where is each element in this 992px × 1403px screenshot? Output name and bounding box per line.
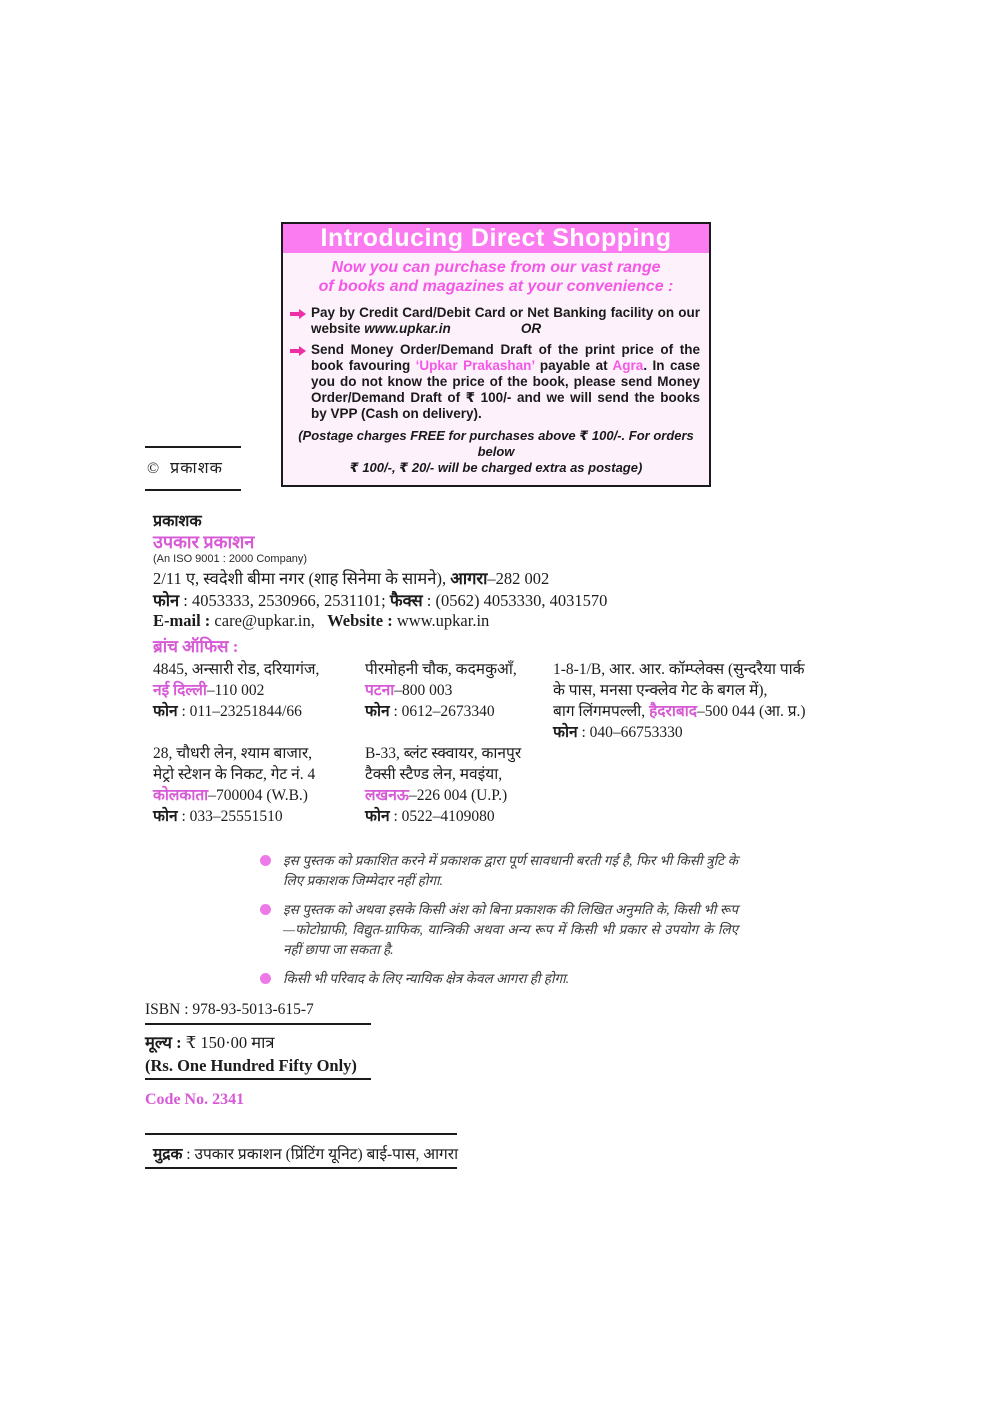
branch-address-line: 4845, अन्सारी रोड, दरियागंज, — [153, 661, 320, 678]
copyright-line — [147, 456, 223, 478]
disclaimer-item — [260, 851, 738, 891]
branch-address-line: बाग लिंगमपल्ली, — [553, 703, 650, 720]
branch-pin: –700004 (W.B.) — [208, 787, 308, 804]
branch-address-line: 1-8-1/B, आर. आर. कॉम्प्लेक्स (सुन्दरैया पार्क — [553, 661, 805, 678]
email-label: E-mail : — [153, 611, 211, 630]
price-value: ₹ 150·00 मात्र — [185, 1033, 275, 1052]
printer-line — [153, 1142, 458, 1164]
branch-pin: –226 004 (U.P.) — [408, 787, 508, 804]
fax-numbers: : (0562) 4053330, 4031570 — [422, 591, 608, 610]
copyright-holder: प्रकाशक — [170, 460, 223, 477]
divider — [145, 1167, 457, 1169]
branch-city: नई दिल्ली — [153, 682, 207, 699]
bullet1-website: www.upkar.in — [364, 321, 451, 336]
branch-patna — [365, 659, 550, 722]
branch-address-line: के पास, मनसा एन्क्लेव गेट के बगल में), — [553, 682, 768, 699]
bullet2-upkar-prakashan: ‘Upkar Prakashan’ — [415, 358, 535, 373]
branch-lucknow — [365, 743, 555, 827]
promo-bullet-2 — [290, 342, 700, 422]
promo-title: Introducing Direct Shopping — [283, 224, 709, 253]
bullet1-pre: Pay by Credit Card/Debit Card or Net Banking facility on our website — [311, 305, 700, 336]
branch-phone: : 011–23251844/66 — [177, 703, 302, 720]
website-label: Website : — [327, 611, 393, 630]
branch-address-line: 28, चौधरी लेन, श्याम बाजार, — [153, 745, 313, 762]
bullet1-or: OR — [520, 321, 542, 336]
divider — [145, 1078, 371, 1080]
postage-note-line2: ₹ 100/-, ₹ 20/- will be charged extra as postage) — [349, 460, 643, 475]
copyright-symbol: © — [147, 460, 161, 477]
promo-bullet-2-text — [311, 342, 700, 422]
branch-address-line: टैक्सी स्टैण्ड लेन, मवइंया, — [365, 766, 503, 783]
branch-phone: : 033–25551510 — [177, 808, 283, 825]
isbn: ISBN : 978-93-5013-615-7 — [145, 1001, 314, 1018]
publisher-address-text: 2/11 ए, स्वदेशी बीमा नगर (शाह सिनेमा के सामने), — [153, 569, 451, 588]
publisher-iso: (An ISO 9001 : 2000 Company) — [153, 553, 308, 565]
disclaimer-item — [260, 969, 738, 989]
promo-tagline-line2: of books and magazines at your convenience : — [318, 278, 674, 295]
branch-new-delhi — [153, 659, 361, 722]
phone-label: फोन — [553, 724, 578, 741]
website-value: www.upkar.in — [392, 611, 490, 630]
divider — [145, 489, 241, 491]
publisher-address-city: आगरा — [450, 569, 488, 588]
branch-kolkata — [153, 743, 361, 827]
publisher-address — [153, 568, 549, 589]
bullet-dot-icon — [260, 855, 271, 866]
branch-offices-heading: ब्रांच ऑफिस : — [153, 637, 239, 656]
bullet2-agra: Agra — [612, 358, 644, 373]
branch-pin: –110 002 — [206, 682, 265, 699]
branch-hyderabad — [553, 659, 848, 743]
branch-city: हैदराबाद — [649, 703, 697, 720]
phone-label: फोन — [153, 808, 178, 825]
phone-label: फोन — [153, 703, 178, 720]
promo-tagline — [283, 258, 709, 296]
printer-label: मुद्रक — [153, 1146, 183, 1163]
branch-pin: –500 044 (आ. प्र.) — [696, 703, 806, 720]
code-number: Code No. 2341 — [145, 1091, 245, 1108]
bullet2-mid: payable at — [534, 358, 613, 373]
price-label: मूल्य : — [145, 1033, 186, 1052]
promo-bullet-1 — [290, 305, 700, 337]
disclaimer-text: इस पुस्तक को प्रकाशित करने में प्रकाशक द्वारा पूर्ण सावधानी बरती गई है, फिर भी किसी त्रुटि के लिए प्रकाशक जिम्मेदार नहीं होगा. — [283, 853, 738, 888]
publisher-heading: प्रकाशक — [153, 513, 202, 530]
price-in-words: (Rs. One Hundred Fifty Only) — [145, 1056, 357, 1075]
phone-label: फोन — [153, 591, 180, 610]
publisher-address-pin: –282 002 — [487, 569, 550, 588]
branch-city: पटना — [365, 682, 395, 699]
fax-label: फैक्स — [389, 591, 423, 610]
right-arrow-icon — [290, 309, 306, 319]
phone-numbers: : 4053333, 2530966, 2531101; — [179, 591, 390, 610]
branch-phone: : 0612–2673340 — [389, 703, 495, 720]
disclaimer-text: इस पुस्तक को अथवा इसके किसी अंश को बिना प्रकाशक की लिखित अनुमति के, किसी भी रूप—फोटोग्राफी, विद्युत-ग्राफिक, यान्त्रिकी अथवा अन्य रूप में किसी भी प्रकार से उपयोग के लिए नहीं छापा जा सकता है. — [283, 902, 738, 957]
direct-shopping-box — [281, 222, 711, 487]
branch-city: कोलकाता — [153, 787, 209, 804]
branch-city: लखनऊ — [365, 787, 409, 804]
divider — [145, 1133, 457, 1135]
price-block — [145, 1031, 357, 1077]
bullet2-pre: Send Money Order/Demand Draft of the print price of the book favouring — [311, 342, 700, 373]
branch-phone: : 040–66753330 — [577, 724, 683, 741]
branch-address-line: मेट्रो स्टेशन के निकट, गेट नं. 4 — [153, 766, 316, 783]
branch-phone: : 0522–4109080 — [389, 808, 495, 825]
right-arrow-icon — [290, 346, 306, 356]
email-value: care@upkar.in, — [210, 611, 315, 630]
promo-tagline-line1: Now you can purchase from our vast range — [331, 259, 661, 276]
promo-bullet-list — [283, 296, 709, 422]
branch-pin: –800 003 — [394, 682, 453, 699]
divider — [145, 446, 241, 448]
promo-bullet-1-text — [311, 305, 700, 337]
publisher-email-website — [153, 610, 489, 631]
disclaimer-list — [260, 851, 738, 998]
branch-address-line: पीरमोहनी चौक, कदमकुआँ, — [365, 661, 517, 678]
postage-note-line1: (Postage charges FREE for purchases above ₹ 100/-. For orders below — [298, 428, 694, 459]
bullet2-post: . In case you do not know the price of the book, please send Money Order/Demand Draft of ₹ 100/- and we will send the books by VPP (Cash on delivery). — [311, 358, 700, 421]
bullet-dot-icon — [260, 904, 271, 915]
phone-label: फोन — [365, 703, 390, 720]
postage-note — [293, 428, 699, 476]
branch-address-line: B-33, ब्लंट स्क्वायर, कानपुर — [365, 745, 522, 762]
publisher-name: उपकार प्रकाशन — [153, 532, 255, 552]
disclaimer-item — [260, 900, 738, 960]
printer-value: : उपकार प्रकाशन (प्रिंटिंग यूनिट) बाई-पास, आगरा — [182, 1146, 459, 1163]
publisher-phone-fax — [153, 590, 607, 611]
phone-label: फोन — [365, 808, 390, 825]
disclaimer-text: किसी भी परिवाद के लिए न्यायिक क्षेत्र केवल आगरा ही होगा. — [283, 971, 569, 986]
bullet-dot-icon — [260, 973, 271, 984]
price-line — [145, 1031, 357, 1054]
divider — [145, 1023, 371, 1025]
